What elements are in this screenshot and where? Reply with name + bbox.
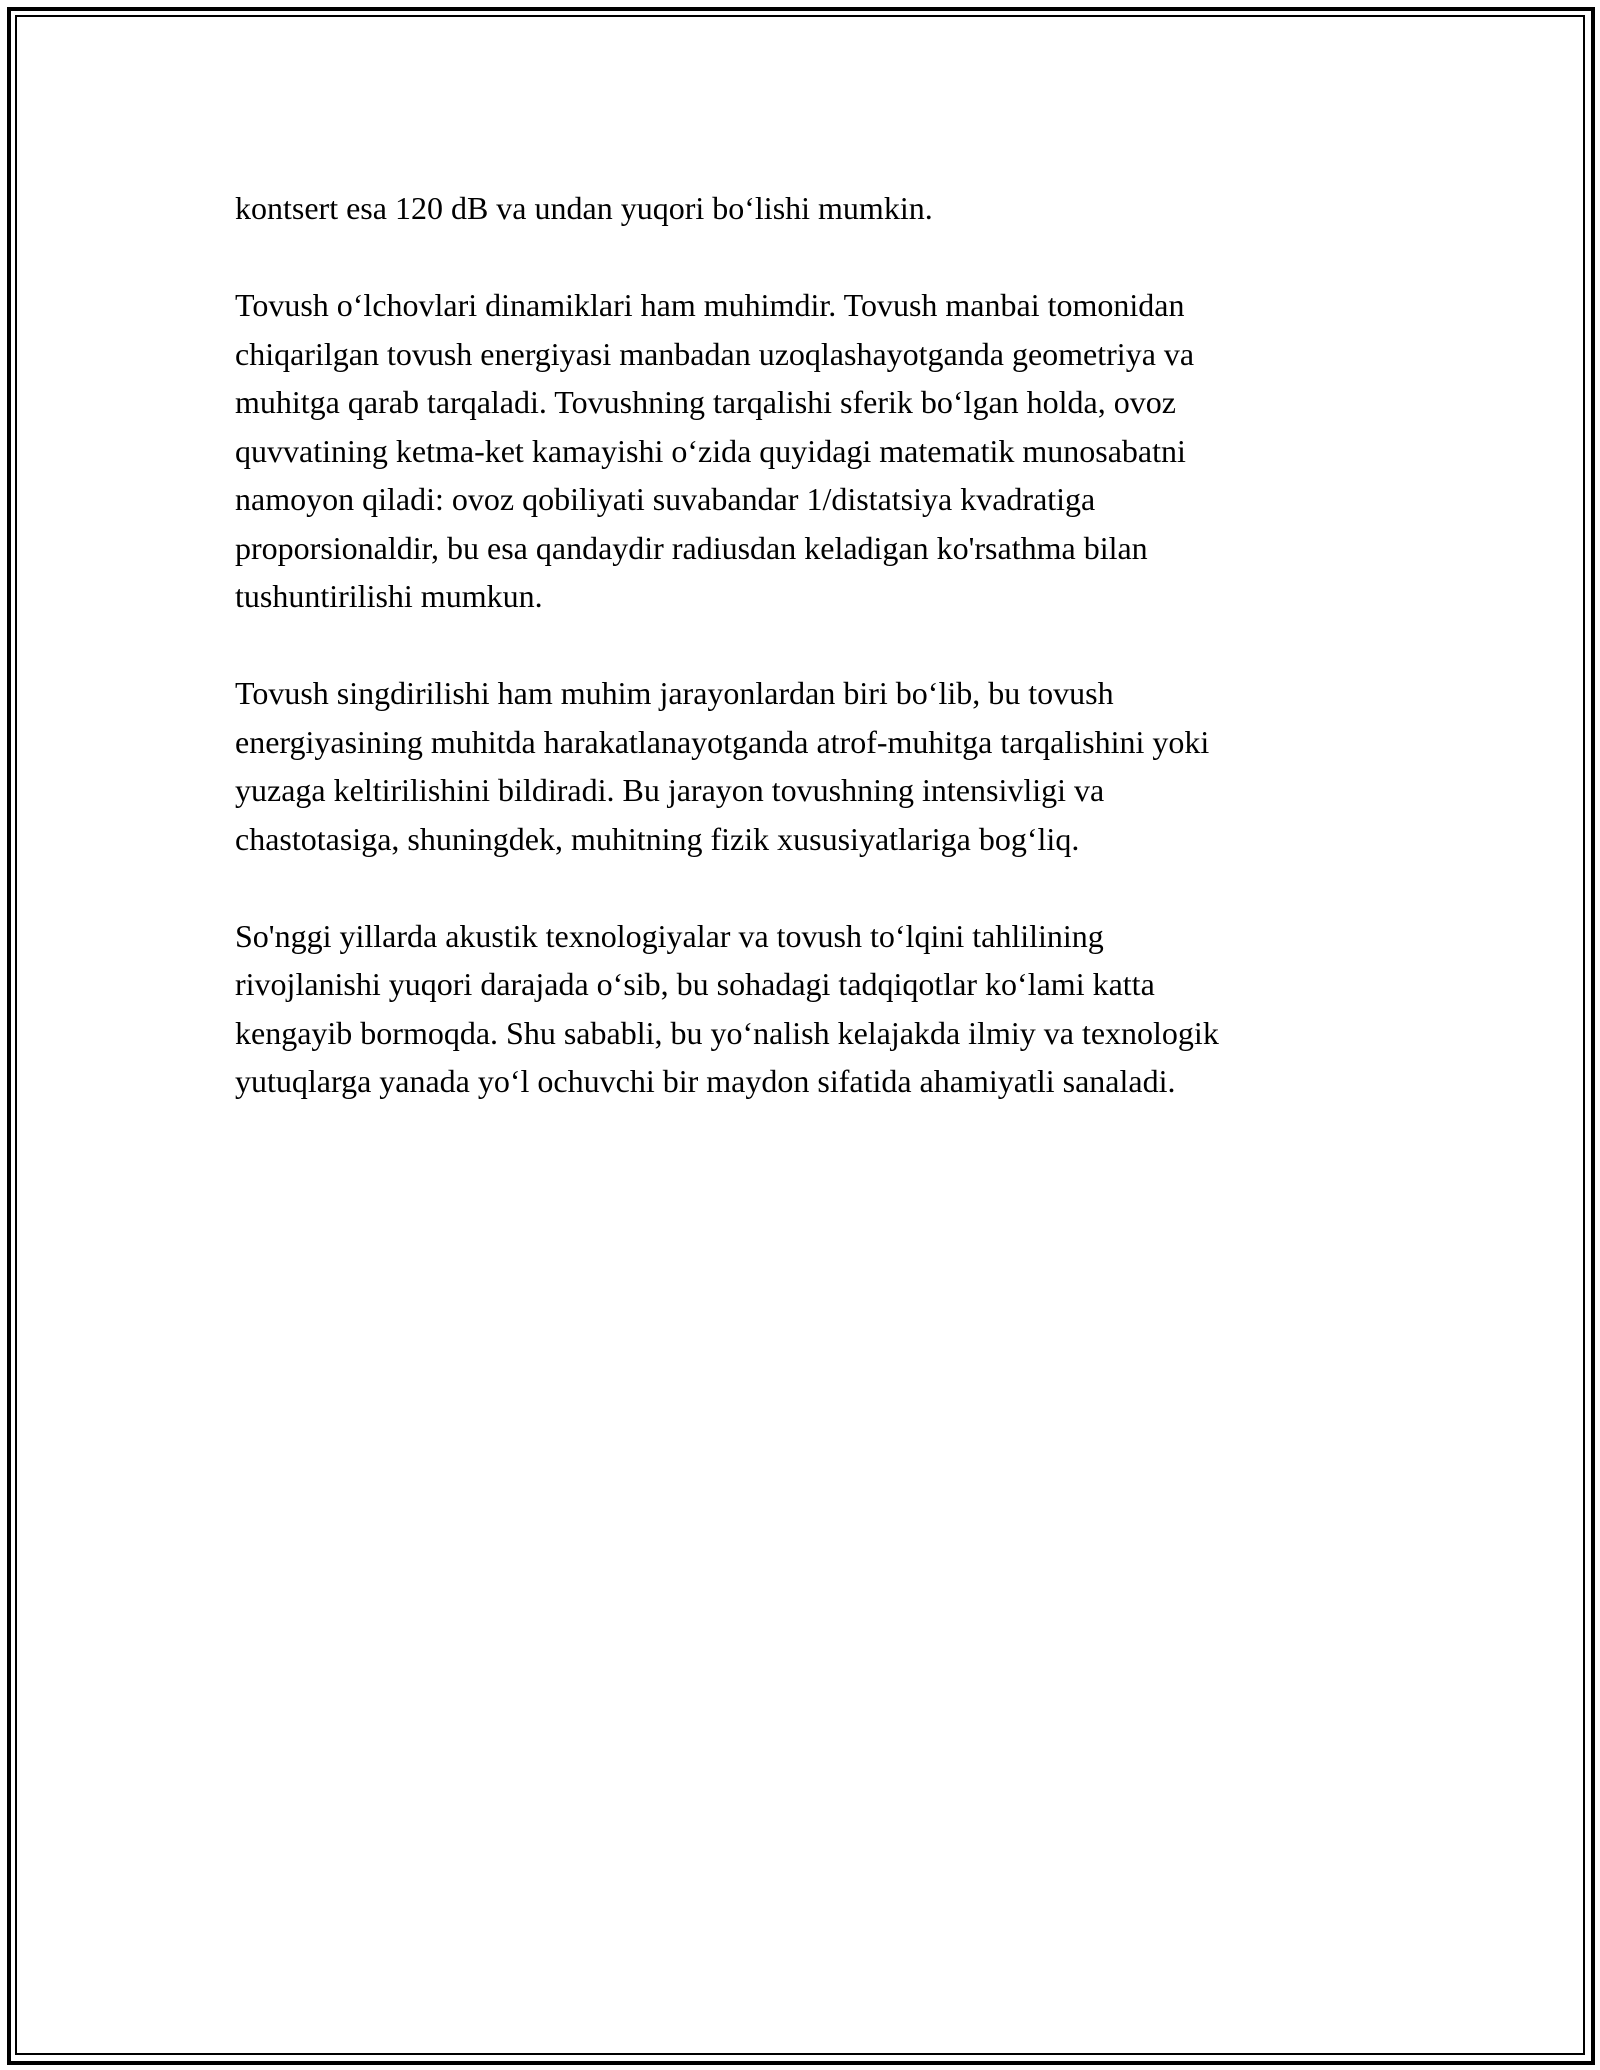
paragraph-continuation: kontsert esa 120 dB va undan yuqori bo‘lishi mumkin. bbox=[235, 190, 933, 226]
page-body bbox=[235, 184, 1375, 1154]
paragraph-acoustic-technologies: So'nggi yillarda akustik texnologiyalar va tovush to‘lqini tahlilining rivojlanishi yuqori darajada o‘sib, bu sohadagi tadqiqotlar ko‘lami katta kengayib bormoqda. Shu sababli, bu yo‘nalish kelajakda ilmiy va texnologik yutuqlarga yanada yo‘l ochuvchi bir maydon sifatida ahamiyatli sanaladi. bbox=[235, 917, 1219, 1099]
paragraph-sound-dynamics: Tovush o‘lchovlari dinamiklari ham muhimdir. Tovush manbai tomonidan chiqarilgan tovush energiyasi manbadan uzoqlashayotganda geometriya va muhitga qarab tarqaladi. Tovushning tarqalishi sferik bo‘lgan holda, ovoz quvvatining ketma-ket kamayishi o‘zida quyidagi matematik munosabatni namoyon qiladi: ovoz qobiliyati suvabandar 1/distatsiya kvadratiga proporsionaldir, bu esa qandaydir radiusdan keladigan ko'rsathma bilan tushuntirilishi mumkun. bbox=[235, 287, 1195, 614]
paragraph-sound-absorption: Tovush singdirilishi ham muhim jarayonlardan biri bo‘lib, bu tovush energiyasining muhitda harakatlanayotganda atrof-muhitga tarqalishini yoki yuzaga keltirilishini bildiradi. Bu jarayon tovushning intensivligi va chastotasiga, shuningdek, muhitning fizik xususiyatlariga bog‘liq. bbox=[235, 675, 1210, 857]
